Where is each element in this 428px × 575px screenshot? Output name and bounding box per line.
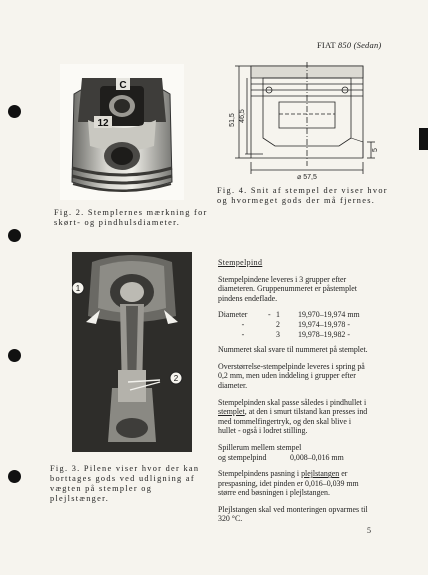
table-row: Diameter - 1 19,970–19,974 mm xyxy=(218,310,360,320)
figure-2-caption: Fig. 2. Stemplernes mærkning for skørt- og pindhulsdiameter. xyxy=(54,208,208,227)
dimension-height-1: 51,5 xyxy=(229,113,236,127)
callout-1: 1 xyxy=(75,284,81,293)
binder-hole xyxy=(8,470,21,483)
diameter-label: Diameter xyxy=(218,310,248,320)
paragraph-heat: Plejlstangen skal ved monteringen opvarmes til 320 °C. xyxy=(218,504,368,524)
paragraph-oversize: Overstørrelse-stempelpinde leveres i spring på 0,2 mm, men uden inddeling i grupper efter diameter. xyxy=(218,361,365,390)
figure-3-connecting-rod-photo xyxy=(72,252,192,452)
clearance-value: 0,008–0,016 mm xyxy=(290,452,344,462)
dimension-diameter: ⌀ 57,5 xyxy=(297,174,317,181)
page-number: 5 xyxy=(367,526,371,535)
piston-mark-12: 12 xyxy=(97,118,109,129)
figure-2-piston-photo xyxy=(60,64,184,200)
header-brand: FIAT xyxy=(317,40,336,50)
table-row: - 2 19,974–19,978 - xyxy=(241,319,350,329)
figure-4-section-drawing xyxy=(219,58,379,182)
paragraph-intro: Stempelpindene leveres i 3 grupper efter diameteren. Gruppenummeret er påstemplet pindens endeflade. xyxy=(218,274,357,303)
paragraph-fit: Stempelpinden skal passe således i pindhullet i stemplet, at den i smurt tilstand kan presses ind med tommelfingertryk, og den skal blive i hullet - også i lodret stilling. xyxy=(218,397,368,436)
binder-hole xyxy=(8,105,21,118)
section-tab xyxy=(419,128,428,150)
binder-hole xyxy=(8,349,21,362)
dimension-small: 5 xyxy=(372,148,379,152)
running-header xyxy=(317,40,381,50)
callout-2: 2 xyxy=(173,374,179,383)
figure-4-caption: Fig. 4. Snit af stempel der viser hvor og hvormeget gods der må fjernes. xyxy=(217,186,388,205)
section-stempelpind xyxy=(218,258,368,531)
diameter-table xyxy=(218,310,368,339)
clearance-spec: Spillerum mellem stempel og stempelpind 0,008–0,016 mm xyxy=(218,442,344,462)
paragraph-group-note: Nummeret skal svare til nummeret på stemplet. xyxy=(218,345,368,355)
paragraph-rod-fit: Stempelpindens pasning i plejlstangen er prespasning, idet pinden er 0,016–0,039 mm større end bøsningen i plejlstangen. xyxy=(218,469,359,498)
header-model: 850 (Sedan) xyxy=(337,40,382,50)
table-row: - 3 19,978–19,982 - xyxy=(241,329,350,339)
dimension-height-2: 46,5 xyxy=(239,109,246,123)
piston-mark-c: C xyxy=(119,80,127,91)
figure-3-caption: Fig. 3. Pilene viser hvor der kan borttages gods ved udligning af vægten på stempler og plejlstænger. xyxy=(50,464,200,503)
binder-hole xyxy=(8,229,21,242)
section-title: Stempelpind xyxy=(218,258,263,267)
